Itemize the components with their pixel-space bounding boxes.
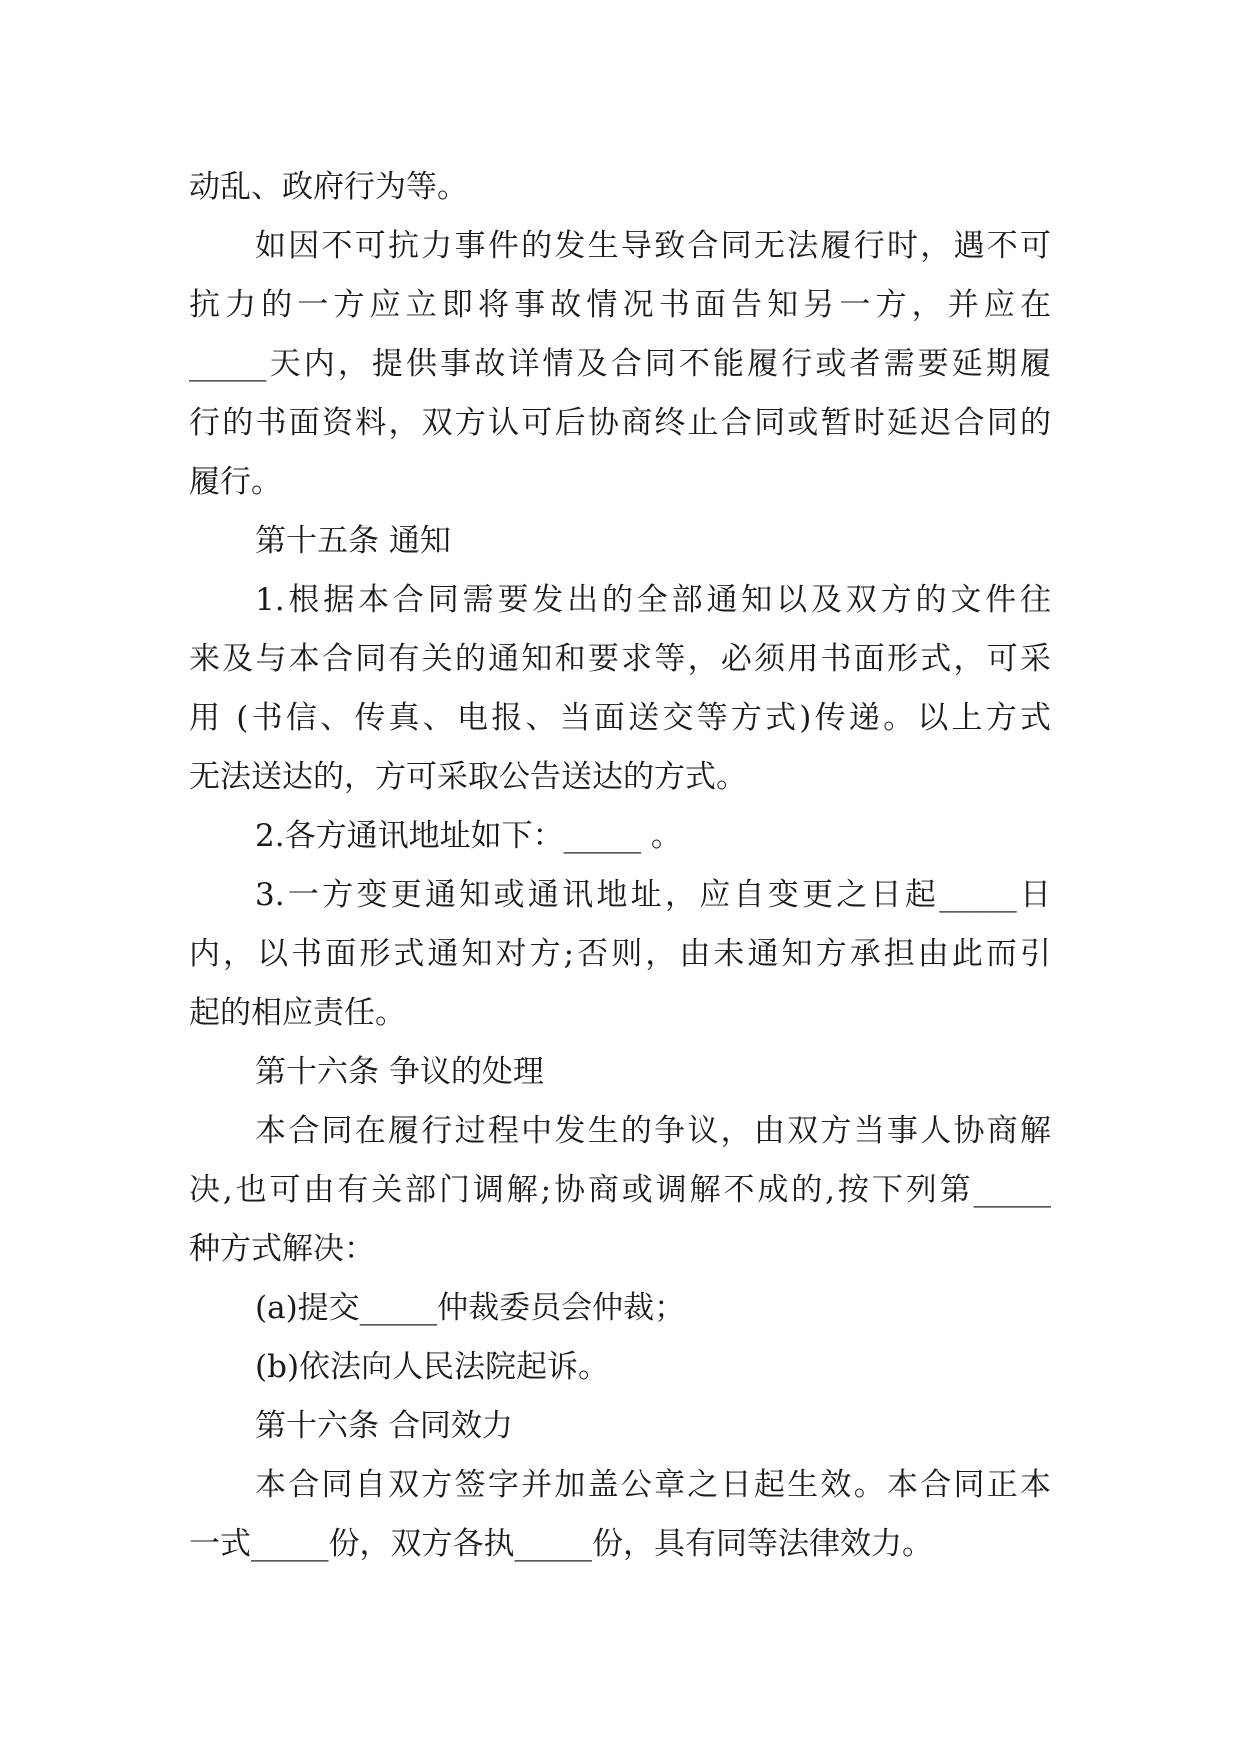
text-line: 来及与本合同有关的通知和要求等，必须用书面形式，可采 xyxy=(189,641,1051,677)
text-line: (b)依法向人民法院起诉。 xyxy=(255,1349,610,1385)
text-line: 1.根据本合同需要发出的全部通知以及双方的文件往 xyxy=(255,582,1051,618)
text-line: 本合同自双方签字并加盖公章之日起生效。本合同正本 xyxy=(255,1467,1051,1503)
text-line: (a)提交_____仲裁委员会仲裁； xyxy=(255,1290,686,1326)
text-line: 行的书面资料，双方认可后协商终止合同或暂时延迟合同的 xyxy=(189,405,1051,441)
text-line: 用 (书信、传真、电报、当面送交等方式)传递。以上方式 xyxy=(189,700,1051,736)
text-line: 种方式解决： xyxy=(189,1231,375,1267)
text-line: 一式_____份，双方各执_____份，具有同等法律效力。 xyxy=(189,1526,933,1562)
text-line: 无法送达的，方可采取公告送达的方式。 xyxy=(189,759,747,795)
text-line: 抗力的一方应立即将事故情况书面告知另一方，并应在 xyxy=(189,287,1051,323)
section-heading: 第十六条 争议的处理 xyxy=(255,1054,544,1090)
text-line: 2.各方通讯地址如下：_____ 。 xyxy=(255,818,682,854)
text-line: 内，以书面形式通知对方;否则，由未通知方承担由此而引 xyxy=(189,936,1051,972)
section-heading: 第十六条 合同效力 xyxy=(255,1408,513,1444)
text-line: 本合同在履行过程中发生的争议，由双方当事人协商解 xyxy=(255,1113,1051,1149)
text-line: 如因不可抗力事件的发生导致合同无法履行时，遇不可 xyxy=(255,228,1051,264)
text-line: 起的相应责任。 xyxy=(189,995,406,1031)
section-heading: 第十五条 通知 xyxy=(255,523,451,559)
text-line: _____天内，提供事故详情及合同不能履行或者需要延期履 xyxy=(189,346,1051,382)
contract-body xyxy=(189,158,1051,1574)
text-line: 履行。 xyxy=(189,464,282,500)
text-line: 决,也可由有关部门调解;协商或调解不成的,按下列第_____ xyxy=(189,1172,1051,1208)
text-line: 3.一方变更通知或通讯地址，应自变更之日起_____日 xyxy=(255,877,1051,913)
text-line: 动乱、政府行为等。 xyxy=(189,169,468,205)
